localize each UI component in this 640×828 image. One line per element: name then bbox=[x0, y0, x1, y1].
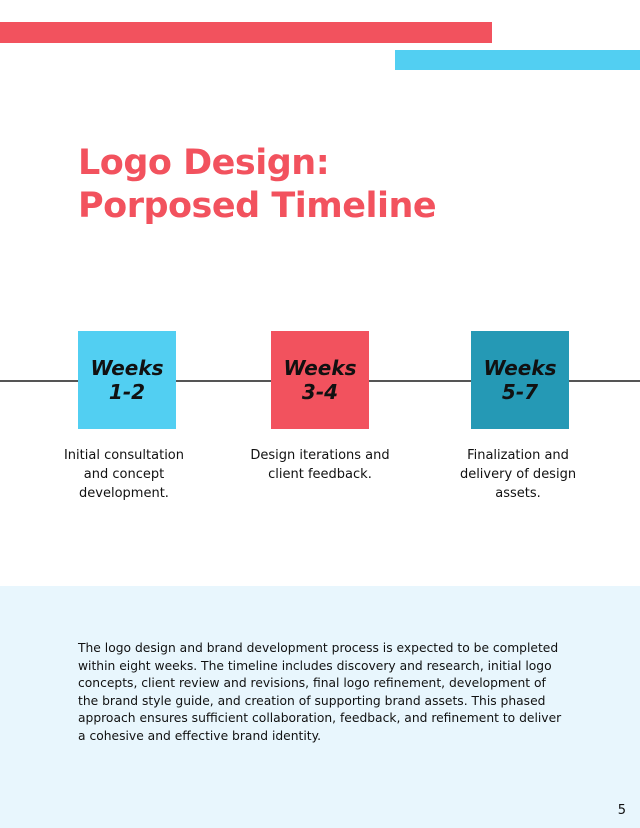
timeline-step-3-description: Finalization and delivery of design assets. bbox=[459, 448, 577, 501]
page-number: 5 bbox=[617, 803, 626, 818]
decorative-blue-bar bbox=[395, 50, 640, 70]
timeline-step-3-label-line-1: Weeks bbox=[483, 356, 557, 380]
timeline-step-1-label-line-2: 1-2 bbox=[108, 380, 146, 404]
page-title-line-2: Porposed Timeline bbox=[78, 186, 437, 226]
timeline-step-3-box bbox=[471, 331, 569, 429]
page-title-line-1: Logo Design: bbox=[78, 143, 330, 183]
page-title bbox=[78, 142, 436, 228]
timeline-step-1-description: Initial consultation and concept development. bbox=[63, 448, 185, 501]
decorative-red-bar bbox=[0, 22, 492, 43]
timeline-step-2-box bbox=[271, 331, 369, 429]
summary-paragraph: The logo design and brand development process is expected to be completed within eight weeks. The timeline includes discovery and research, initial logo concepts, client review and revisions, final logo refinement, development of the brand style guide, and creation of supporting brand assets. This phased approach ensures sufficient collaboration, feedback, and refinement to deliver a cohesive and effective brand identity. bbox=[78, 641, 562, 743]
timeline-step-2-label-line-1: Weeks bbox=[283, 356, 357, 380]
timeline-step-2-description: Design iterations and client feedback. bbox=[250, 448, 390, 482]
timeline-step-1-label-line-1: Weeks bbox=[90, 356, 164, 380]
timeline-step-1-box bbox=[78, 331, 176, 429]
timeline-step-3-label-line-2: 5-7 bbox=[501, 380, 539, 404]
timeline-step-2-label-line-2: 3-4 bbox=[301, 380, 339, 404]
